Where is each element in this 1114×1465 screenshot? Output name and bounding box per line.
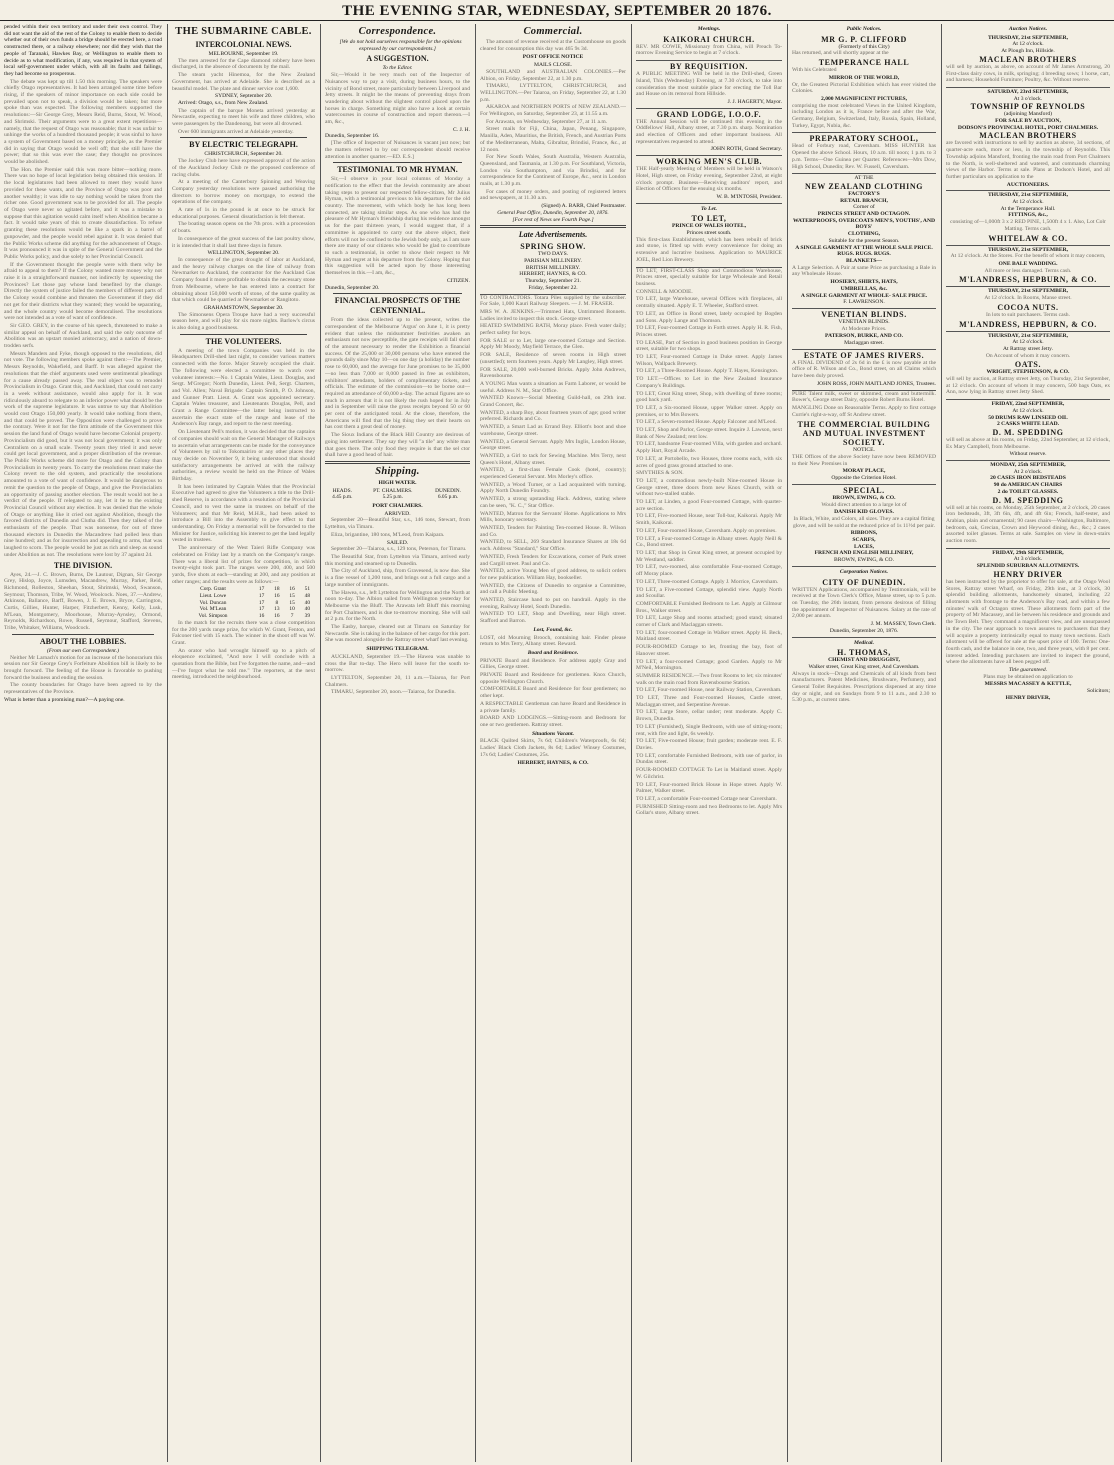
ad-heading: TO LET, xyxy=(691,214,727,224)
venetian-ad: VENETIAN BLINDS. VENETIAN BLINDS. At Moderate Prices. PATERSON, BURKE, AND CO. Maclaggan street. xyxy=(792,309,936,350)
signature: CITIZEN. xyxy=(446,277,470,284)
ad-line: BROWN, EWING, & CO. xyxy=(832,494,896,501)
divider xyxy=(325,461,470,464)
shipping-text: September 20—Beautiful Star, s.s., 146 tons, Stewart, from Lyttelton, via Timaru. Eliza, brigantine, 180 tons, M'Leod, from Kaipara. xyxy=(325,517,470,538)
arrived-heading: ARRIVED. xyxy=(384,510,411,517)
divider xyxy=(180,334,307,335)
mail-schedule: SOUTHLAND and AUSTRALIAN COLONIES.—Per Albion, on Friday, September 22, at 1.30 p.m. TIMARU, LYTTELTON, CHRISTCHURCH, and WELLINGTON.—Per Taiaroa, on Friday, September 22, at 1.30 p.m. AKAROA and NORTHERN PORTS of NEW ZEALAND.—For Wellington, on Saturday, September 23, at 11.55 a.m. For Arawata, on Wednesday, September 27, at 11 a.m. Street mails for Fiji, China, Japan, Penang, Singapore, Manilla, Aden, Mauritius, the British, French, and Austrian Ports of the Mediterranean, Malta, Gibraltar, Brindisi, France, &c., at 12 noon. For New South Wales, South Australia, Western Australia, Queensland, and Tasmania, at 1.30 p.m. For Southland, Victoria, London via Southampton, and via Brindisi, and for correspondence for the Continent of Europe, &c., sent in London mails, at 1.30 p.m. For cases of money orders, and posting of registered letters and newspapers, at 11.30 a.m. xyxy=(480,68,626,202)
intercolonial-heading: INTERCOLONIAL NEWS. xyxy=(195,40,292,49)
ad-line: A SINGLE GARMENT AT THE WHOLE SALE PRICE. xyxy=(795,244,933,251)
president-signature: W. B. M'INTOSH, President. xyxy=(716,193,782,200)
lobbies-heading: ABOUT THE LOBBIES. xyxy=(39,636,127,646)
spring-show-ad xyxy=(480,241,626,294)
ad-heading: CITY OF DUNEDIN. xyxy=(822,577,906,587)
ad-line: HENRY DRIVER, xyxy=(1005,694,1051,701)
ad-heading: THE COMMERCIAL BUILDING AND MUTUAL INVESTMENT SOCIETY. xyxy=(797,420,931,448)
requisition-ad: BY REQUISITION. A PUBLIC MEETING Will be held in the Drill-shed, Green Island, This (Wednesday) Evening, at 7.30 o'clock, to take into consideration the most suitable place for erecting the Toll Bar and House on its removal from Hillside. J. J. HAGERTY, Mayor. xyxy=(636,61,782,109)
ad-heading: VENETIAN BLINDS. xyxy=(821,309,907,319)
letter-dateline: Dunedin, September 16. xyxy=(325,133,380,140)
medical-heading: Medical. xyxy=(853,639,875,646)
ad-heading: M'LANDRESS, HEPBURN, & CO. xyxy=(959,275,1097,285)
ad-line: 2,000 MAGNIFICENT PICTURES, xyxy=(821,95,907,102)
tide-time: 5.25 p.m. xyxy=(382,494,403,501)
ad-line: Walker street, Great King street, And Caversham. xyxy=(808,663,920,670)
clerk-signature: J. M. MASSEY, Town Clerk. xyxy=(870,621,936,628)
ad-line: At 12 o'clock. xyxy=(1012,339,1044,346)
ad-line: RETAIL BRANCH, xyxy=(840,197,888,204)
ad-line: UMBRELLAS, &c. xyxy=(840,285,888,292)
tail-quip: What is better than a promising man?—A paying one. xyxy=(4,696,125,703)
column-5 xyxy=(636,24,782,1462)
ad-heading: D. M. SPEDDING xyxy=(992,427,1064,437)
ad-line: BROWN, EWING, & CO. xyxy=(834,557,894,564)
ad-line: Solicitors; xyxy=(1087,688,1110,695)
shipping-heading: Shipping. xyxy=(375,465,420,477)
dateline: MELBOURNE, September 19. xyxy=(208,51,279,57)
ad-line: MONDAY, 25th SEPTEMBER, xyxy=(990,462,1066,469)
ad-line: Princes street south. xyxy=(686,230,732,237)
ad-line: At Rattray street Jetty. xyxy=(1003,345,1053,352)
volunteers-heading: THE VOLUNTEERS. xyxy=(205,336,282,346)
column-2 xyxy=(172,24,315,1462)
ad-heading: SPRING SHOW. xyxy=(520,242,586,252)
body-copy: In the match for the recruits there was a close competition for the 200 yards range prize, for which W. Grant, Fenton, and Falconer tied with 15 each. The winner in the shoot off was W. Grant. An orator who had wrought himself up to a pitch of eloquence exclaimed, "And now I will conclude with a quotation from the Bible, but I've forgotten the name, and—and—I've forgot what he told me." The reporters, at the next meeting, introduced the neighbourhood. xyxy=(172,619,315,681)
ad-line: HOSIERY, SHIRTS, HATS, xyxy=(830,279,898,286)
ad-line: BLANKETS— xyxy=(845,257,883,264)
ad-line: SPLENDID SUBURBAN ALLOTMENTS. xyxy=(976,563,1080,570)
column-rule xyxy=(631,24,632,1462)
correspondence-heading: Correspondence. xyxy=(358,26,437,37)
auction-ad: SATURDAY, 23rd SEPTEMBER, At 3 o'clock. TOWNSHIP OF REYNOLDS (adjoining Mansford) FOR SALE BY AUCTION, DODSON'S PROVINCIAL HOTEL, PORT CHALMERS. MACLEAN BROTHERS are favored with instructions to sell by auction as above, 34 sections, of quarter-acre each, more or less, in the township of Reynolds. This Township adjoins Mansford, fronting the main road from Port Chalmers to the North, is well-sheltered and watered, and commands charming views of the Harbor. Terms at sale. Plans at Dodson's Hotel, and all further particulars on application to the AUCTIONEERS. xyxy=(946,88,1110,191)
ad-line: BRITISH MILLINERY. xyxy=(525,264,581,271)
clothing-ad: AT THE NEW ZEALAND CLOTHING FACTORY'S RETAIL BRANCH, Corner of PRINCES STREET AND OCTAGON. WATERPROOFS, OVERCOATS MEN'S, YOUTHS', AND BOYS' CLOTHING, Suitable for the present Season. A SINGLE GARMENT AT THE WHOLE SALE PRICE. RUGS. RUGS. RUGS. BLANKETS— A Large Selection. A Pair at same Price as purchasing a Bale in any Wholesale House. HOSIERY, SHIRTS, HATS, UMBRELLAS, &c. A SINGLE GARMENT AT WHOLE- SALE PRICE. F. LAWRENSON. xyxy=(792,174,936,309)
ad-line: DODSON'S PROVINCIAL HOTEL, PORT CHALMERS. xyxy=(957,124,1099,131)
ad-line: TWO DAYS. xyxy=(537,251,569,258)
port-chalmers-heading: PORT CHALMERS. xyxy=(372,503,423,510)
letter-dateline: Dunedin, September 20. xyxy=(325,284,380,291)
ad-line: AT THE xyxy=(854,175,874,182)
ad-line: MIRROR OF THE WORLD, xyxy=(828,74,900,81)
ad-heading: M'LANDRESS, HEPBURN, & CO. xyxy=(959,319,1097,329)
ad-line: 2 do TOILET GLASSES. xyxy=(997,488,1059,495)
to-editor: To the Editor. xyxy=(382,65,413,72)
ad-line: FACTORY'S xyxy=(848,190,880,197)
testimonial-heading: TESTIMONIAL TO MR HYMAN. xyxy=(337,165,458,175)
mails-close: MAILS CLOSE. xyxy=(534,62,572,69)
shipping-text: AUCKLAND, September 19.—The Hawea was unable to cross the Bar to-day. The Hero will leave for the south to-morrow. LYTTELTON, September 20, 11 a.m.—Taiaroa, for Port Chalmers. TIMARU, September 20, noon.—Taiaroa, for Dunedin. xyxy=(325,653,470,696)
tide-time: 6.05 p.m. xyxy=(437,494,459,501)
footer-signature: HERBERT, HAYNES, & CO. xyxy=(517,759,589,766)
ad-line: FRIDAY, 22nd SEPTEMBER, xyxy=(991,401,1065,408)
ad-line: At the Temperance Hall. xyxy=(1000,205,1056,212)
lobbies-text: Neither Mr Larnach's motion for an increase of the honorarium this session nor Sir George Grey's Forfeiture Abolition bill is likely to be brought forward. The feeling of the House is favorable to pushing forward the business and ending the session. The county boundaries for Otago have been agreed to by the representatives of the Province. xyxy=(4,654,162,696)
ad-heading: SPECIAL. xyxy=(843,485,885,495)
disclaimer: [We do not hold ourselves responsible for the opinions expressed by our correspondents.] xyxy=(339,39,462,52)
auction-ad: MONDAY, 25th SEPTEMBER, At 2 o'clock. 20 CASES IRON BEDSTEADS 90 do AMERICAN CHAIRS 2 do TOILET GLASSES. D. M. SPEDDING will sell at his rooms, on Monday, 25th September, at 2 o'clock, 20 cases iron bedsteads, 3ft, 3ft 6in, 4ft, and 4ft 6in; French, half-tester, and Arabian, plain and ornamental; 90 cases chairs—Washington, Baltimore, bedroom, oak, Grecian, Crown and Heywood dining, &c., &c.; 2 cases assorted toilet glasses. Terms at sale. Samples on view in down-stairs auction room. xyxy=(946,461,1110,549)
column-rule xyxy=(320,24,321,1462)
ad-heading: TOWNSHIP OF REYNOLDS xyxy=(970,102,1086,112)
masthead-title: THE EVENING STAR, WEDNESDAY, SEPTEMBER 20 1876. xyxy=(0,0,1114,21)
ad-line: At 12 o'clock. xyxy=(1012,41,1044,48)
ad-line: THURSDAY, 21st SEPTEMBER, xyxy=(987,246,1069,253)
volunteers-text: A meeting of the town Companies was held in the Headquarters Drill-shed last night, to consider various matters connected with the force. Major Stavely occupied the chair. The following were elected a committee to watch over volunteer interests:—No. 1 Captain Wales, Lieut. Douglas, and Sergt. M'Gregor; North Dunedin, Lieut. Pell, Sergt. Charters, and Vol. Allen; Naval Brigade: Captain Smith, P. O. Johnson, and Gunner Pratt. Lieut. A. Grant was appointed secretary. Captain Wales treasurer, and Lieutenants Douglas, Pell, and Grant a Range Committee—the latter being instructed to ascertain the exact state of the range and lease of the Anderson's Bay range, and report to the next meeting. On Lieutenant Pell's motion, it was decided that the captains of companies should wait on the General Manager of Railways to ascertain what arrangements can be made for the conveyance of Volunteers by rail to Tokomairiro or any other places they may decide on November 9, it being understood that should satisfactory arrangements be arrived at with the railway authorities, a review would be held on the Prince of Wales Birthday. It has been intimated by Captain Wales that the Provincial Executive had agreed to give the Volunteers a title to the Drill-shed Reserve, in accordance with a resolution of the Provincial Council, and to vest the same in trustees on behalf of the Volunteers; and that Mr Reid, M.H.R., had been asked to introduce a Bill into the Assembly to give effect to that understanding. On Friday a memorial will be forwarded to the Minister for Justice, soliciting his interest to get the land legally vested in trustees. The anniversary of the West Taieri Rifle Company was celebrated on Friday last by a match on the Company's range. There was a liberal list of prizes for competition, in which twenty-eight took part. The ranges were 200, 400, and 500 yards, five shots at each—standing at 200, and any position at other ranges; and the results were as follows:— xyxy=(172,347,315,585)
tide-table xyxy=(325,488,470,501)
auction-ad: THURSDAY, 21st SEPTEMBER, At 12 o'clock. At the Temperance Hall. FITTINGS, &c., consisting of—1,000ft 3 x 2 RED PINE, 1,500ft 4 x 1. Also, Lot Colr Matting. Terms cash. WHITELAW & CO. xyxy=(946,191,1110,245)
ad-line: 2 CASKS WHITE LEAD. xyxy=(996,421,1060,428)
ad-line: At Plough Inn, Hillside. xyxy=(1001,48,1055,55)
dateline: CHRISTCHURCH, September 20. xyxy=(204,151,283,158)
ad-line: SCARFS, xyxy=(852,537,876,544)
auction-heading: Auction Notices. xyxy=(1008,26,1048,32)
suggestion-heading: A SUGGESTION. xyxy=(366,54,429,64)
body-copy: The Jockey Club here have expressed approval of the action of the Auckland Jockey Club re the proposed conference of racing clubs. At a meeting of the Canterbury Spinning and Weaving Company yesterday resolutions were passed authorising the directors to borrow money on mortgage, to extend the operations of the company. A rate of 1s in the pound is at once to be struck for educational purposes. General dissatisfaction is felt thereat. The boating season opens on the 7th prox. with a procession of boats. In consequence of the great success of the last poultry show, it is intended that it shall last three days in future. xyxy=(172,158,315,249)
post-office-heading: POST OFFICE NOTICE xyxy=(522,54,584,61)
clifford-ad: MR G. P. CLIFFORD (Formerly of this City) Has returned, and will shortly appear at the TEMPERANCE HALL With his Celebrated MIRROR OF THE WORLD, Or, the Greatest Pictorial Exhibition which has ever visited the Colonies. 2,000 MAGNIFICENT PICTURES, comprising the most celebrated Views in the United Kingdom, including London as it is, France before and after the War, Germany, Belgium, Switzerland, Italy, Russia, Spain, Holland, Turkey, Egypt, Nubia, &c. xyxy=(792,34,936,134)
secretary-signature: JOHN ROTH, Grand Secretary. xyxy=(710,146,782,153)
notices: PURE Talent milk, sweet or skimmed, cream and buttermilk. Bower's, George street Dairy, opposite Robert Burns Hotel. MANGLING Done on Reasonable Terms. Apply to first cottage Currie's right-a-way, off St Andrew street. xyxy=(792,390,936,418)
arrived-line: Arrived: Otago, s.s., from New Zealand. xyxy=(178,99,269,106)
ad-line: THURSDAY, 21st SEPTEMBER, xyxy=(987,288,1069,295)
ad-line: (Formerly of this City) xyxy=(838,43,890,50)
division-heading: THE DIVISION. xyxy=(53,560,113,570)
trustees-signature: JOHN ROSS, JOHN MAITLAND JONES, Trustees. xyxy=(816,380,936,387)
tide-place: PT. CHALMERS. xyxy=(373,487,413,494)
telegraph-heading: BY ELECTRIC TELEGRAPH. xyxy=(189,140,298,150)
ad-line: At 12 o'clock. xyxy=(1012,407,1044,414)
high-water-heading: HIGH WATER. xyxy=(378,479,417,486)
ad-line: PRINCES STREET AND OCTAGON. xyxy=(817,211,911,218)
dateline: WELLINGTON, September 20. xyxy=(207,250,280,257)
ad-line: THURSDAY, 21st SEPTEMBER, xyxy=(987,192,1069,199)
classified-ads: PRIVATE Board and Residence. For address apply Gray and Gillies, George street. PRIVATE Board and Residence for gentlemen. Knox Church, opposite Wellington Church. COMFORTABLE Board and Residence for four gentlemen; no other kept. A RESPECTABLE Gentleman can have Board and Residence in a private family. BOARD AND LODGINGS.—Sitting-room and Bedroom for one or two gentlemen. Rattray street. xyxy=(480,657,626,728)
auction-ad: FRIDAY, 22nd SEPTEMBER, At 12 o'clock. 50 DRUMS RAW LINSEED OIL 2 CASKS WHITE LEAD. D. M. SPEDDING will sell as above at his rooms, on Friday, 22nd September, at 12 o'clock, Ex Mary Campbell, from Melbourne. Without reserve. xyxy=(946,400,1110,461)
divider xyxy=(12,634,154,635)
ad-line: SATURDAY, 23rd SEPTEMBER, xyxy=(987,88,1069,95)
lobbies-subheading: (From our own Correspondent.) xyxy=(47,647,119,654)
late-ads-heading: Late Advertisements. xyxy=(518,230,588,240)
ad-heading: GRAND LODGE, I.O.O.F. xyxy=(656,109,762,119)
body-copy: The captain of the barque Moneta arrived yesterday at Newcastle, expecting to meet his wife and three children, who were passengers by the Dandenong, but were all drowned. Over 600 immigrants arrived at Adelaide yesterday. xyxy=(172,107,315,135)
ad-heading: KAIKORAI CHURCH. xyxy=(663,34,755,44)
ad-line: FOR SALE BY AUCTION, xyxy=(995,118,1061,125)
ad-line: PRINCE OF WALES HOTEL, xyxy=(672,223,746,230)
letter-text: Sir,—Would it be very much out of the Inspector of Nuisances way to pay a visit, during business hours, to the vicinity of Bond street, more particularly between Liverpool and Jetty streets. It might be the means of preventing drays from wandering about without the slightest control placed upon the horses in charge. Something might also have a look at certain watercourses in course of construction and report thereon.—I am, &c., xyxy=(325,72,470,126)
corporation-heading: Corporation Notices. xyxy=(839,568,889,575)
ad-line: WATERPROOFS, OVERCOATS MEN'S, YOUTHS', AND BOYS' xyxy=(792,217,936,231)
ad-line: NOTICE. xyxy=(853,447,875,454)
ad-heading: NEW ZEALAND CLOTHING xyxy=(804,181,924,191)
financial-heading: FINANCIAL PROSPECTS OF THE CENTENNIAL. xyxy=(334,296,461,316)
ad-line: ONE BALE WADDING. xyxy=(998,260,1058,267)
ad-line: A SINGLE GARMENT AT WHOLE- SALE PRICE. xyxy=(800,292,928,299)
body-copy: The debate was kept up till 1.50 this morning. The speakers were chiefly Otago representatives. It had been arranged some time before rising, if the speakers of minor importance on each side could be prevailed upon not to speak, a division would be taken; but more spoke than was expected. The following members supported the resolutions:—Sir George Grey, Messrs Reid, Burns, Stout, W. Wood, and Shrimski. Their arguments were to a great extent repetitions—namely, that the request of Otago was reasonable; that it was unfair to unhinge the works of a hundred thousand people; it was sinful to have a system of Government based on a money principle, as the Premier did in saying that Otago would be well off; that she still have the power; that so this was ever the case; they thought no provinces would be abolished. The Hon. the Premier said this was more bitter—nothing more. There was no hope of local legislation being obtained this session. If the local legislatures had been allowed to meet they would have provided for these wants, and the Province of Otago was poor and another wealthy; it was idle to say nothing would be taken from the richer one. Good government was to be provided for all. The people of Otago were never so agitated before, and it was a mistake to suppose that this agitation would calm itself when Abolition became a fact. It would take years of this to create dissatisfaction. To refuse granting these resolutions would be like a spark in a barrel of gunpowder, and the people would rebel against it. It was denied that the Public Works scheme did anything for the advancement of Otago. It was pronounced it was in spite of the General Government and the Public Works policy, and due solely to her Provincial Council. If the Government thought the people were with them why be afraid to appeal to them? If the Colony wanted more money why not raise it in a straightforward manner, not indirectly by squeezing the Provinces? Let those pay whose land benefited by the change. Directly the system of justice failed the members of different parts of the Colony would combine and threaten the Government if they did not get for their districts what they wanted; they would be separating, and the whole country would become demoralised. The resolutions were not intended as a vote of want of confidence. Sir GEO. GREY, in the course of his speech, threatened to make a similar appeal on behalf of Auckland, and said the only outcome of Abolition was an upstart monied aristocracy, and a nation of down-trodden serfs. Messrs Manders and Fyke, though opposed to the resolutions, did not vote. The following members spoke against them:—The Premier, Messrs Reynolds, Wakefield, and Barff. It was alleged against the resolutions that the chief arguments used were sentimental pleadings for a cause already passed away. The real object was to remodel Provincialism in Otago. Grant this, and Auckland, that could not carry in a week without assistance, would also apply for it. It was ridiculously absurd to relegate to an inferior power what should be the work of the supreme legislature. It was untrue to say that Abolition would cost Otago 150,000 yearly. It would take nothing from them, and that could be proved. The Opposition were challenged to prove the contrary. Were it not for the firm attitude of the Government this session the land fund of Otago would have become Colonial property. Provincialism did good, but it was not local government; it was only Centralism on a small scale. Twenty years they tried it and never could get local government, and a proper distribution of the revenue. The Public Works scheme did more for Otago and the Colony than Provincialism in twenty years. To carry the resolutions must make the Colony revert to the old system, and practically the resolutions amounted to a vote of want of confidence. It would be dangerous to remit the question to the people of Otago, and give the Provincialists an opportunity of passing another election. The result would not be a verdict of the people. If relegated to any, let it be to the existing Provincial Council without any election. It was denied that the whole of Otago or anything like it cried out against Abolition, though the favored districts of Dunedin and Clutha did. Then they talked of the enthusiasm of the people. That was nonsense, for out of three thousand electors in Dunedin the Macandrew had polled less than nine hundred; and as for insurrection and appealing to arms, that was laughed to scorn. The people would be just as rich and sleep as sound under Abolition as not. The resolutions were lost by 37 against 24. xyxy=(4,78,162,558)
column-6 xyxy=(792,24,936,1462)
post-dateline: General Post Office, Dunedin, September 20, 1876. xyxy=(497,209,609,216)
column-rule xyxy=(941,24,942,1462)
ad-heading: MACLEAN BROTHERS xyxy=(979,54,1077,64)
ad-line: PATERSON, BURKE, AND CO. xyxy=(824,333,904,340)
telegram-heading: SHIPPING TELEGRAM. xyxy=(366,646,429,653)
ad-line: AUCTIONEERS. xyxy=(1006,181,1050,188)
thomas-ad: H. THOMAS, CHEMIST AND DRUGGIST, Walker street, Great King street, And Caversham. Always in stock—Drugs and Chemicals of all kinds from best manufacturers. Patent Medicines, Brushware, Perfumery, and General Toilet Requisites. Prescriptions dispensed at any time day or night, and on Sundays from 9 to 11 a.m., and 2.30 to 5.30 p.m., at current rates. xyxy=(792,648,936,704)
ad-line: (adjoining Mansford) xyxy=(1003,111,1052,118)
column-3 xyxy=(325,24,470,1462)
letter-text: Sir,—I observe in your local columns of Monday a notification to the effect that the Jewish community are about taking steps to present our respected fellow-citizen, Mr Julius Hyman, with a testimonial previous to his departure for the old country. The movement, with which body he has long been connected, are taking similar steps. As one who has had the pleasure of Mr Hyman's friendship during his residence amongst us for the past thirteen years, I would suggest that, if a committee is appointed to carry out the above object, their efforts will not be confined to the Jewish body only, as I am sure there are many of our citizens who would be glad to contribute to such a testimonial, in order to show their respect to Mr Hyman and regret at his departure from the Colony. Hoping that this suggestion will be acted upon by those interesting themselves in this.—I am, &c., xyxy=(325,176,470,277)
grand-lodge-ad: GRAND LODGE, I.O.O.F. THE Annual Session will be continued this evening in the Oddfellows' Hall, Albany street, at 7.30 p.m. sharp. Nomination and election of Officers and other important business. All representatives requested to attend. JOHN ROTH, Grand Secretary. xyxy=(636,109,782,157)
ad-heading: WORKING MEN'S CLUB. xyxy=(655,157,763,167)
column-rule xyxy=(167,24,168,1462)
ad-heading: MR G. P. CLIFFORD xyxy=(821,34,907,44)
working-men-ad: WORKING MEN'S CLUB. THE Half-yearly Meeting of Members will be held in Watson's Hotel, High street, on Friday evening, September 22nd, at eight o'clock prompt. Business—Receiving auditors' report, and Election of Officers for the ensuing six months. W. B. M'INTOSH, President. xyxy=(636,156,782,204)
ad-heading: BY REQUISITION. xyxy=(669,62,749,72)
city-ad: CITY OF DUNEDIN. WRITTEN Applications, accompanied by Testimonials, will be received at the Town Clerk's Office, Manse street, up to 5 p.m. on Tuesday, the 26th instant, from persons desirous of filling the appointment of Inspector of Nuisances. Salary at the rate of 2,000 per annum. J. M. MASSEY, Town Clerk. Dunedin, September 20, 1876. xyxy=(792,577,936,638)
classified-ads: BLACK Quilted Skirts, 7s 6d; Children's Waterproofs, 6s 6d; Ladies' Black Cloth Jackets, 8s 6d; Ladies' Winsey Costumes, 17s 6d; Ladies' Costumes, 25s. xyxy=(480,738,626,758)
ad-line: Corner of xyxy=(853,204,875,211)
ad-line: FITTINGS, &c., xyxy=(1008,212,1048,219)
editor-note: [The office of Inspector of Nuisances is vacant just now; but the matters referred to by our correspondent should receive attention in another quarter.—ED. E.S.] xyxy=(325,140,470,160)
body-copy: The Simonsens Opera Troupe have had a very successful season here, and will play for six more nights. Barlow's circus is also doing a good business. xyxy=(172,311,315,332)
meetings-heading: Meetings. xyxy=(697,26,721,32)
ad-line: VENETIAN BLINDS. xyxy=(838,318,890,325)
ad-heading: H. THOMAS, xyxy=(837,648,891,658)
kaikorai-ad: KAIKORAI CHURCH. REV. MR COWIE, Missionary from China, will Preach To-morrow Evening Service to begin at 7 o'clock. xyxy=(636,34,782,61)
column-rule xyxy=(475,24,476,1462)
divider xyxy=(180,137,307,138)
ad-line: Maclaggan street. xyxy=(844,340,884,347)
public-notices-heading: Public Notices. xyxy=(846,26,882,32)
ad-line: Dunedin, September 20, 1876. xyxy=(829,627,899,634)
cable-heading: THE SUBMARINE CABLE. xyxy=(175,26,312,37)
column-7 xyxy=(946,24,1110,1462)
ad-heading: D. M. SPEDDING xyxy=(992,495,1064,505)
prince-wales-ad: TO LET, PRINCE OF WALES HOTEL, Princes street south. This first-class Establishment, which has been rebuilt of brick and stone, is fitted up with every convenience for doing an extensive and lucrative business. Application to MAURICE JOEL, Red Lion Brewery. xyxy=(636,213,782,267)
dateline: GRAHAMSTOWN, September 20. xyxy=(203,304,284,311)
commercial-building-ad: THE COMMERCIAL BUILDING AND MUTUAL INVESTMENT SOCIETY. NOTICE. THE Offices of the above Society have now been REMOVED to their New Premises in MORAY PLACE, Opposite the Criterion Hotel. xyxy=(792,419,936,485)
divider xyxy=(333,162,462,163)
ad-line: Friday, September 22. xyxy=(528,284,578,291)
column-rule xyxy=(787,24,788,1462)
ad-line: At 2 o'clock. xyxy=(1013,468,1043,475)
ad-line: 50 DRUMS RAW LINSEED OIL xyxy=(988,414,1068,421)
auction-ad: THURSDAY, 21st SEPTEMBER, At 12 o'clock. At the Stores. For the benefit of whom it may concern, ONE BALE WADDING. All more or less damaged. Terms cash. M'LANDRESS, HEPBURN, & CO. xyxy=(946,246,1110,288)
ad-line: At 3 o'clock. xyxy=(1013,95,1043,102)
body-copy: In consequence of the great drought of labor at Auckland, and the heavy railway charges on the line of railway from Newmarket to Auckland, the contractor for the Auckland Gas Company found it more profitable to obtain the necessary stone from Melbourne, where he has entered into a contract for obtaining about 150,000 worth of stone, of the same quality as that which could be quarried at Newmarket or Rangitoto. xyxy=(172,256,315,304)
ad-line: Opposite the Criterion Hotel. xyxy=(831,475,897,482)
ad-line: PARISIAN MILLINERY. xyxy=(524,257,582,264)
ad-line: At 3 o'clock. xyxy=(1013,556,1043,563)
ad-heading: HENRY DRIVER xyxy=(993,569,1063,579)
ad-line: Thursday, September 21. xyxy=(525,278,581,285)
ad-line: Title guaranteed. xyxy=(1008,667,1048,674)
ad-heading: COCOA NUTS. xyxy=(997,302,1059,312)
ad-line: 90 do AMERICAN CHAIRS xyxy=(993,482,1063,489)
signature: C. J. H. xyxy=(453,126,470,133)
auction-ad: THURSDAY, 21st SEPTEMBER, At 12 o'clock. At Rattray street Jetty. On Account of whom it may concern. OATS. WRIGHT, STEPHENSON, & CO. will sell by auction, at Rattray street Jetty, on Thursday, 21st September, at 12 o'clock. On account of whom it may concern, 500 bags Oats, ex Ann, now lying in Rattray street Jetty Shed. xyxy=(946,332,1110,401)
tide-time: 4.45 p.m. xyxy=(332,494,353,501)
divider xyxy=(480,225,626,228)
column-4 xyxy=(480,24,626,1462)
ad-heading: WHITELAW & CO. xyxy=(988,233,1068,243)
prep-school-ad: PREPARATORY SCHOOL, Head of Forbury road, Caversham. MISS HUNTER has Opened the above School. Hours, 10 a.m. till noon; 1 p.m. to 3 p.m. Terms—One Guinea per Quarter. References—Mrs Dow, High School, Dunedin; Rev. W. Fussell, Caversham. xyxy=(792,133,936,174)
ad-line: At 12 o'clock. xyxy=(1012,199,1044,206)
ad-line: WRIGHT, STEPHENSON, & CO. xyxy=(986,369,1070,376)
shipping-text: September 20—Taiaroa, s.s., 129 tons, Peterson, for Timaru. The Beautiful Star, from Lyttelton via Timaru, arrived early this morning and steamed up to Dunedin. The City of Auckland, ship, from Gravesend, is now due. She is a fine vessel of 1,200 tons, and brings out a full cargo and a large number of immigrants. The Hawea, s.s., left Lyttelton for Wellington and the North at noon to-day. The Albion sailed from Wellington yesterday for Melbourne via the Bluff. The Arawata left Bluff this morning for Port Chalmers, and is due to-morrow morning. She will sail at 2 p.m. for the North. The Easby, barque, cleared out at Timaru on Saturday for Newcastle. She is taking in the balance of her cargo for this port. She was moored alongside the Rattray street wharf last evening. xyxy=(325,546,470,644)
ad-line: FRENCH AND ENGLISH MILLINERY, xyxy=(814,550,914,557)
ad-line: LACES, xyxy=(853,543,875,550)
ad-line: Without reserve. xyxy=(1009,451,1047,458)
dateline: SYDNEY, September 20. xyxy=(214,93,273,100)
ad-heading: TEMPERANCE HALL xyxy=(818,58,910,68)
ad-line: F. LAWRENSON. xyxy=(843,299,885,306)
brown-ewing-ad: SPECIAL. BROWN, EWING, & CO. Would direct attention to a large lot of DANISH KID GLOVES. In Black, White, and Colors, all sizes. They are a capital fitting glove, and will be sold at the reduced price of 1s 11½d per pair. RIBBONS, SCARFS, LACES, FRENCH AND ENGLISH MILLINERY, BROWN, EWING, & CO. xyxy=(792,485,936,567)
ad-line: DANISH KID GLOVES. xyxy=(834,509,894,516)
estate-ad: ESTATE OF JAMES RIVERS. A FINAL DIVIDEND of 2s 6d in the £ is now payable at the office of R. Wilson and Co., Bond street, on all Claims which have been duly proved. JOHN ROSS, JOHN MAITLAND JONES, Trustees. xyxy=(792,350,936,391)
division-list: Ayes, 24.—J. C. Brown, Burns, De Lautour, Dignan, Sir George Grey, Hislop, Joyce, Lumsden, Macandrew, Murray, Parker, Reid, Richmond, Rolleston, Sheehan, Stout, Shrimski, Wood, Swanson, Seymour, Thomson, Tribe, W. Wood, Woolcock. Noes, 37.—Andrew, Atkinson, Ballance, Barff, Bowen, J. E. Brown, Bryce, Carrington, Curtis, Gillies, Hunter, Harper, Fitzherbert, Kenny, Kelly, Lusk, M'Lean, Montgomery, Moorhouse, Murray-Aynsley, Ormond, Reynolds, Richardson, Rowe, Russell, Seymour, Stafford, Stevens, Tribe, Whitaker, Williams, Woodcock. xyxy=(4,571,162,632)
score-table: Corp. Grant 17 18 16 51 Lieut. Lowe 17 16 15 48 Vol. Duncan 17 8 15 40 Vol. M'Lean 17 13 10 40 Vol. Simpson 16 16 7 39 xyxy=(198,586,311,620)
ad-heading: ESTATE OF JAMES RIVERS. xyxy=(803,350,925,360)
ad-heading: MACLEAN BROTHERS xyxy=(979,131,1077,141)
auction-ad: FRIDAY, 29th SEPTEMBER, At 3 o'clock. SPLENDID SUBURBAN ALLOTMENTS. HENRY DRIVER has been instructed by the proprietor to offer for sale, at the Otago Wool Stores, Rattray street Wharf, on Friday, 29th inst., at 3 o'clock, 30 splendid building allotments, handsomely situated, including 22 allotments with frontage to the Anderson's Bay road, and within a few minutes' walk of Octagon street. These allotments form part of the property of Mr Macassey, and lie between his residence and grounds and the Town Belt. They command a magnificent view, and are unsurpassed in the city. The near approach to town assures to purchasers that they will acquire a property intrinsically equal to many town sections. Each allotment will be offered for sale at the upset price of 100. Terms: One-fourth cash, and the balance in one, two, and three years, with 8 per cent. interest added. Intending purchasers are invited to inspect the ground, where the allotments have all been pegged off. Title guaranteed. Plans may be obtained on application to MESSRS MACASSEY & KETTLE, Solicitors; HENRY DRIVER, xyxy=(946,549,1110,701)
ad-line: RIBBONS, xyxy=(850,530,878,537)
postmaster-signature: (Signed) A. BARR, Chief Postmaster. xyxy=(541,203,626,210)
body-copy: The men arrested for the Cape diamond robbery have been discharged, in the absence of documents by the mail. The steam yacht Hinemoa, for the New Zealand Government, has arrived at Adelaide. She is described as a beautiful model. The plate and dinner service cost 1,600. xyxy=(172,57,315,92)
column-1 xyxy=(4,24,162,1462)
see-page-note: [For rest of News see Fourth Page.] xyxy=(512,216,594,223)
ad-line: HERBERT, HAYNES, & CO. xyxy=(519,271,587,278)
ad-line: RUGS. RUGS. RUGS. xyxy=(837,251,891,258)
article-text: From the ideas collected up to the present, writes the correspondent of the Melbourne 'Argus' on June 1, it is pretty evident that unless the midsummer festivities awaken an enthusiasm not now perceptible, the gate receipts will fall short of the amount necessary to render the Exhibition a financial success. Of the 25,000 or 30,000 persons who have entered the grounds daily since May 10—on one day (a holiday) the number rose to 60,000, and the average for June promises to be 35,000—no less than 7,000 or 8,000 passed in free as exhibitors, exhibitors' attendants, holders of complimentary tickets, and officials. The estimate of the commission—to be borne out—required an attendance of 60,000 a-day. The actual figures are so much in arrears that it is not likely the rush hoped for in July and in September will raise the gross receipts beyond 50 or 60 per cent of the anticipated total. At the close, therefore, the Americans will find that the big thing they set their hearts on has cost them a great deal of money. The Sioux Indians of the Black Hill Country are desirous of going into settlement. They say they will "a tile" any white man that goes there. The only food they require is that the sel ctor shall have a good head of hair. xyxy=(325,317,470,459)
to-let-heading: To Let. xyxy=(701,205,717,212)
commercial-heading: Commercial. xyxy=(523,26,583,37)
situations-heading: Situations Vacant. xyxy=(532,730,574,737)
tide-place: DUNEDIN. xyxy=(435,487,461,494)
ad-line: MESSRS MACASSEY & KETTLE, xyxy=(984,681,1072,688)
auction-ad: THURSDAY, 21st SEPTEMBER, At 12 o'clock. In Rooms, Manse street. COCOA NUTS. In lots to suit purchasers. Terms cash. M'LANDRESS, HEPBURN, & CO. xyxy=(946,287,1110,331)
article-text: pended within their own territory and under their own control. They did not want the aid of the rest of the Colony to enable them to decide whether out of their own funds a bridge should be erected here, a road constructed there, or a railway elsewhere; nor did they wish that the people of Taranaki, Hawkes Bay, or Wellington to enable them to decide as to what modification, if any, was required in that system of local self-government under which, with all its faults and failings, they had become so prosperous. xyxy=(4,24,162,77)
ad-line: FRIDAY, 29th SEPTEMBER, xyxy=(992,549,1064,556)
ad-line: Suitable for the present Season. xyxy=(828,237,900,244)
tide-place: HEADS. xyxy=(332,487,352,494)
mayor-signature: J. J. HAGERTY, Mayor. xyxy=(727,98,782,105)
customs-text: The amount of revenue received at the Customhouse on goods cleared for consumption this day was 465 9s 3d. xyxy=(480,39,626,52)
ad-line: 20 CASES IRON BEDSTEADS xyxy=(990,475,1066,482)
lost-found-heading: Lost, Found, &c. xyxy=(533,626,573,633)
ad-line: CHEMIST AND DRUGGIST, xyxy=(828,657,900,664)
divider xyxy=(333,293,462,294)
ad-heading: PREPARATORY SCHOOL, xyxy=(809,134,919,144)
board-heading: Board and Residence. xyxy=(527,649,579,656)
to-let-classifieds: TO LET, FIRST-CLASS Shop and Commodious Warehouse, Princes street, specially suitable for large Wholesale and Retail business. CONNELL & MOODIE. TO LET, large Warehouse, several Offices with fireplaces, all centrally situated. Apply E. T. Wheeler, Stafford street. TO LET, an Office in Bond street, lately occupied by Bogden and Sons. Apply Lange and Thomson. TO LET, Four-roomed Cottage in Forth street. Apply H. R. Fish, Princes street. TO LEASE, Part of Section in good business position in George street, suitable for two shops. TO LET, Four-roomed Cottage in Duke street. Apply James Wilson, Wallpack Brewery. TO LET, a Three-Roomed House. Apply T. Hayes, Kensington. TO LET.—Offices to Let in the New Zealand Insurance Company's Buildings. TO LET, Great King street, Shop, with dwelling of three rooms; good back yard. TO LET, a Six-roomed House, upper Walker street. Apply on premises, or to Mrs Bowers. TO LET, a Seven-roomed House. Apply Falconer and M'Leod. TO LET, Shop and Parlor, George street. Inquire J. Lawson, next Bank of New Zealand; rent low. TO LET, handsome Four-roomed Villa, with garden and orchard. Apply Hart, Royal Arcade. TO LET, at Portobello, two Houses, three rooms each, with six acres of good grass ground attached to one. SMYTHIES & SON. TO LET, a commodious newly-built Nine-roomed House in George street, three doors from new Knox Church, with or without two-stalled stable. TO LET, at Linden, a good Four-roomed Cottage, with quarter-acre section. TO LET, Five-roomed House, near Toll-bar, Kaikorai. Apply Mr Smith, Kaikorai. TO LET, Four-roomed House, Caversham. Apply on premises. TO LET, a Four-roomed Cottage in Albany street. Apply Neill & Co., Bond street. TO LET, that Shop in Great King street, at present occupied by Mr Westland, saddler. TO LET, two-roomed, also comfortable Four-roomed Cottage, off Moray place. TO LET, Three-roomed Cottage. Apply J. Morrice, Caversham. TO LET, a Five-roomed Cottage, splendid view. Apply North and Scoullar. COMFORTABLE Furnished Bedroom to Let. Apply at Gilmour Bros., Walker street. TO LET, Large Shop and rooms attached; good stand; situated corner of Clark and Maclaggan streets. TO LET, four-roomed Cottage in Walker street. Apply H. Beck, Maitland street. FOUR-ROOMED Cottage to let, fronting the bay, foot of Hanover street. TO LET, a four-roomed Cottage; good Garden. Apply to Mr M'Neil, Mornington. SUMMER RESIDENCE.—Two front Rooms to let; six minutes' walk on the main road from Ravensbourne Station. TO LET, Four-roomed House, near Railway Station, Caversham. TO LET, Three and Four-roomed Houses, Castle street, Maclaggan street, and Serpentine Avenue. TO LET, Large Store, cellar under; rent moderate. Apply C. Brown, Dunedin. TO LET (Furnished), Single Bedroom, with use of sitting-room; rent, with fire and light, 6s weekly. TO LET, Five-roomed House; fruit garden; moderate rent. E. F. Davies. TO LET, comfortable Furnished Bedroom, with use of parlor, in Dundas street. FOUR-ROOMED COTTAGE To Let in Maitland street. Apply W. Gilchrist. TO LET, Four-roomed Brick House in Hope street. Apply W. Palmer, Walker street. TO LET, a comfortable Four-roomed Cottage near Caversham. FURNISHED Sitting-room and two Bedrooms to let. Apply Mrs Gollar's store, Albany street. xyxy=(636,267,782,817)
ad-heading: OATS. xyxy=(1014,360,1042,370)
ad-line: MORAY PLACE, xyxy=(842,468,886,475)
sailed-heading: SAILED. xyxy=(386,539,409,546)
auction-ad: THURSDAY, 21st SEPTEMBER, At 12 o'clock. At Plough Inn, Hillside. MACLEAN BROTHERS will sell by auction, as above, on account of Mr James Armstrong, 20 First-class dairy cows, in milk, springing; 4 breeding sows; 1 horse, cart, and harness; Household Furniture; Poultry, &c. Without reserve. xyxy=(946,34,1110,88)
classified-ads: LOST, old Mourning Brooch, containing hair. Finder please return to Mrs Terry, Albany street. Reward. xyxy=(480,634,626,648)
classified-ads: TO CONTRACTORS. Totara Piles supplied by the subscriber. For Sale, 1,000 Kauri Railway Sleepers. — J. M. FRASER. MRS W. A. JENKINS.—Trimmed Hats, Untrimmed Bonnets. Ladies invited to inspect this stock. George street. HEATED SWIMMING BATH, Moray place. Fresh water daily; perfect safety for boys. FOR SALE or to Let, large one-roomed Cottage and Section. Apply Mr Moody, Mayfield Terrace, the Glen. FOR SALE, Residence of seven rooms in High street (unsettled); term fourteen years. Apply Mr Langley, High street. FOR SALE, 20,000 well-burned Bricks. Apply John Andrews, Ravensbourne. A YOUNG Man wants a situation as Farm Laborer, or would be useful. Address N. M., Star Office. WANTED Known—Social Meeting Guild-hall, on 29th inst. Grand Concert, &c. WANTED, a sharp Boy, about fourteen years of age; good writer preferred. Richards and Co. WANTED, a Smart Lad as Errand Boy. Elliott's boot and shoe warehouse, George street. WANTED, a General Servant. Apply Mrs Inglis, London House, George street. WANTED, a Girl to tack for Sewing Machine. Mrs Terry, next Queen's Hotel, Albany street. WANTED, a first-class Female Cook (hotel, country); experienced General Servant. Mrs Morley's office. WANTED, a Wood Turner, or a Lad acquainted with turning. Apply North Dunedin Foundry. WANTED, a strong upstanding Hack. Address, stating where can be seen, "K. C.," Star Office. WANTED, Matron for the Servants' Home. Applications to Mrs Mills, honorary secretary. WANTED, Tenders for Painting Ten-roomed House. R. Wilson and Co. WANTED, to SELL, 269 Standard Insurance Shares at 18s 6d each. Address "Standard," Star Office. WANTED, Fresh Tenders for Excavations, corner of Park street and Cargill street. Paul and Co. WANTED, active Young Men of good address, to solicit orders for new publication. William Hay, bookseller. WANTED, the Citizens of Dunedin to organise a Committee, and call a Public Meeting. WANTED, Staircase hand to put on handrail. Apply in the evening, Railway Hotel, South Dunedin. WANTED TO LET, Shop and Dwelling, near High street. Stafford and Barron. xyxy=(480,294,626,625)
ad-line: CLOTHING, xyxy=(847,231,881,238)
ad-line: THURSDAY, 21st SEPTEMBER, xyxy=(987,332,1069,339)
ad-line: THURSDAY, 21st SEPTEMBER, xyxy=(987,34,1069,41)
